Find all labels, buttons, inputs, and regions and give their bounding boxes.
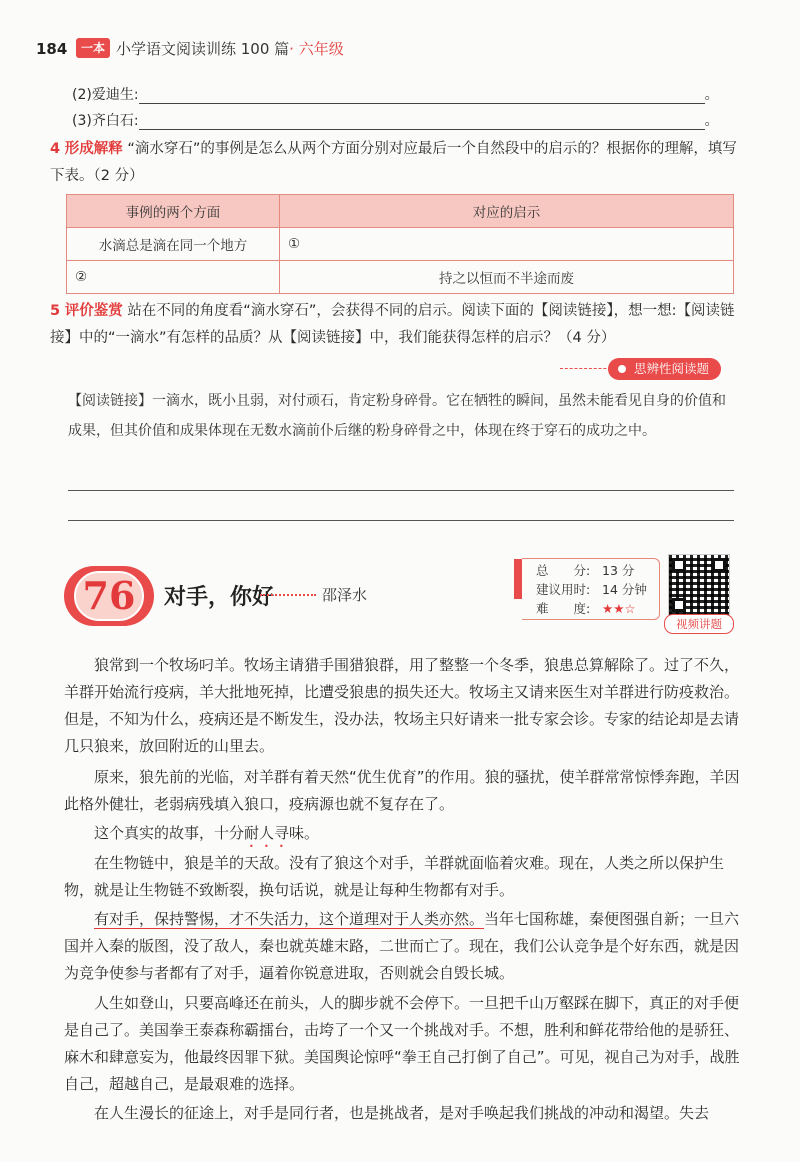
article-paragraph: 狼常到一个牧场叼羊。牧场主请猎手围猎狼群，用了整整一个冬季，狼患总算解除了。过了不久，羊群开始流行疫病，羊大批地死掉，比遭受狼患的损失还大。牧场主又请来医生对羊群进行防疫救治。但是，不知为什么，疫病还是不断发生，没办法，牧场主只好请来一批专家会诊。专家的结论却是去请几只狼来，放回附近的山里去。 xyxy=(64,656,740,755)
answer-line-qibaishi xyxy=(72,110,719,130)
edison-period: 。 xyxy=(704,87,719,103)
article-paragraph xyxy=(64,820,740,851)
table-cell-answer[interactable]: ① xyxy=(280,228,734,261)
q5-number: 5 xyxy=(50,303,61,319)
pill-dot-icon xyxy=(618,365,626,373)
qibaishi-period: 。 xyxy=(704,113,719,129)
table-cell-answer[interactable]: ② xyxy=(67,261,280,294)
difficulty-label: 难 度: xyxy=(536,601,591,616)
q5-text: 站在不同的角度看“滴水穿石”，会获得不同的启示。阅读下面的【阅读链接】，想一想:【阅读链接】中的“一滴水”有怎样的品质？从【阅读链接】中，我们能获得怎样的启示？（4 分） xyxy=(50,303,735,346)
answer-line[interactable] xyxy=(68,520,734,521)
table-header: 对应的启示 xyxy=(280,195,734,228)
info-tab xyxy=(514,559,522,599)
q4-tag: 形成解释 xyxy=(64,141,123,157)
page-number: 184 xyxy=(36,40,68,58)
book-title xyxy=(116,38,344,59)
total-score-row xyxy=(536,561,659,580)
article-paragraph: 在人生漫长的征途上，对手是同行者，也是挑战者，是对手唤起我们挑战的冲动和渴望。失去 xyxy=(94,1104,710,1122)
p3-text-a: 这个真实的故事，十分 xyxy=(94,824,245,842)
total-label: 总 分: xyxy=(536,563,591,578)
edison-blank[interactable] xyxy=(139,85,705,104)
reading-link: 【阅读链接】一滴水，既小且弱，对付顽石，肯定粉身碎骨。它在牺牲的瞬间，虽然未能看见自身的价值和成果，但其价值和成果体现在无数水滴前仆后继的粉身碎骨之中，体现在终于穿石的成功之中。 xyxy=(68,393,726,439)
qr-corner xyxy=(672,558,686,572)
book-grade: · 六年级 xyxy=(289,40,344,58)
time-value: 14 分钟 xyxy=(602,582,647,597)
table-row xyxy=(67,261,734,294)
question-4 xyxy=(50,136,740,190)
badge-inner xyxy=(74,571,144,621)
table-cell: 水滴总是滴在同一个地方 xyxy=(67,228,280,261)
p5-text: 当年七国称雄，秦便图强自新；一旦六国并入秦的版图，没了敌人，秦也就英雄末路，二世而亡了。现在，我们公认竞争是个好东西，就是因为竞争使参与者都有了对手，逼着你锐意进取，否则就会自毁长城。 xyxy=(64,910,740,982)
difficulty-stars: ★★☆ xyxy=(602,601,636,616)
qr-corner xyxy=(712,558,726,572)
question-5 xyxy=(50,298,740,352)
brand-badge: 一本 xyxy=(76,38,110,58)
pill-label: 思辨性阅读题 xyxy=(634,361,710,376)
p3-emphasis: 耐人寻 xyxy=(244,824,290,842)
article-number: 76 xyxy=(82,573,136,618)
difficulty-row xyxy=(536,599,659,618)
time-row xyxy=(536,580,659,599)
article-number-badge xyxy=(64,566,154,626)
time-label: 建议用时: xyxy=(536,582,591,597)
q5-tag: 评价鉴赏 xyxy=(64,303,123,319)
qr-corner xyxy=(672,598,686,612)
table-row xyxy=(67,228,734,261)
qr-code[interactable] xyxy=(668,554,730,616)
table-cell: 持之以恒而不半途而废 xyxy=(280,261,734,294)
table-header-row xyxy=(67,195,734,228)
article-paragraph: 在生物链中，狼是羊的天敌。没有了狼这个对手，羊群就面临着灾难。现在，人类之所以保护生物，就是让生物链不致断裂，换句话说，就是让每种生物都有对手。 xyxy=(64,854,725,899)
video-explain-button[interactable]: 视频讲题 xyxy=(664,614,734,634)
article-paragraph xyxy=(64,906,740,987)
article-paragraph: 人生如登山，只要高峰还在前头，人的脚步就不会停下。一旦把千山万壑踩在脚下，真正的对手便是自己了。美国拳王泰森称霸擂台，击垮了一个又一个挑战对手。不想，胜利和鲜花带给他的是骄狂、麻木和肆意妄为，他最终因罪下狱。美国舆论惊呼“拳王自己打倒了自己”。可见，视自己为对手，战胜自己，超越自己，是最艰难的选择。 xyxy=(64,994,740,1093)
score-info-box xyxy=(522,558,660,620)
q4-number: 4 xyxy=(50,141,61,157)
q4-table xyxy=(66,194,734,294)
qibaishi-label: (3)齐白石: xyxy=(72,113,139,129)
qibaishi-blank[interactable] xyxy=(139,111,705,130)
book-title-text: 小学语文阅读训练 100 篇 xyxy=(116,40,290,58)
edison-label: (2)爱迪生: xyxy=(72,87,139,103)
answer-line[interactable] xyxy=(68,490,734,491)
answer-line-edison xyxy=(72,84,719,104)
q4-text: “滴水穿石”的事例是怎么从两个方面分别对应最后一个自然段中的启示的？根据你的理解，填写下表。（2 分） xyxy=(50,141,737,184)
total-value: 13 分 xyxy=(602,563,635,578)
article-title: 对手，你好 xyxy=(164,585,275,610)
table-header: 事例的两个方面 xyxy=(67,195,280,228)
underlined-sentence: 有对手，保持警惕，才不失活力，这个道理对于人类亦然。 xyxy=(94,910,485,928)
title-divider xyxy=(260,594,316,596)
article-paragraph: 原来，狼先前的光临，对羊群有着天然“优生优育”的作用。狼的骚扰，使羊群常常惊悸奔跑，羊因此格外健壮，老弱病残填入狼口，疫病源也就不复存在了。 xyxy=(64,768,740,813)
article-author: 邵泽水 xyxy=(322,586,368,604)
critical-reading-pill xyxy=(608,358,721,380)
p3-text-c: 味。 xyxy=(289,824,320,842)
